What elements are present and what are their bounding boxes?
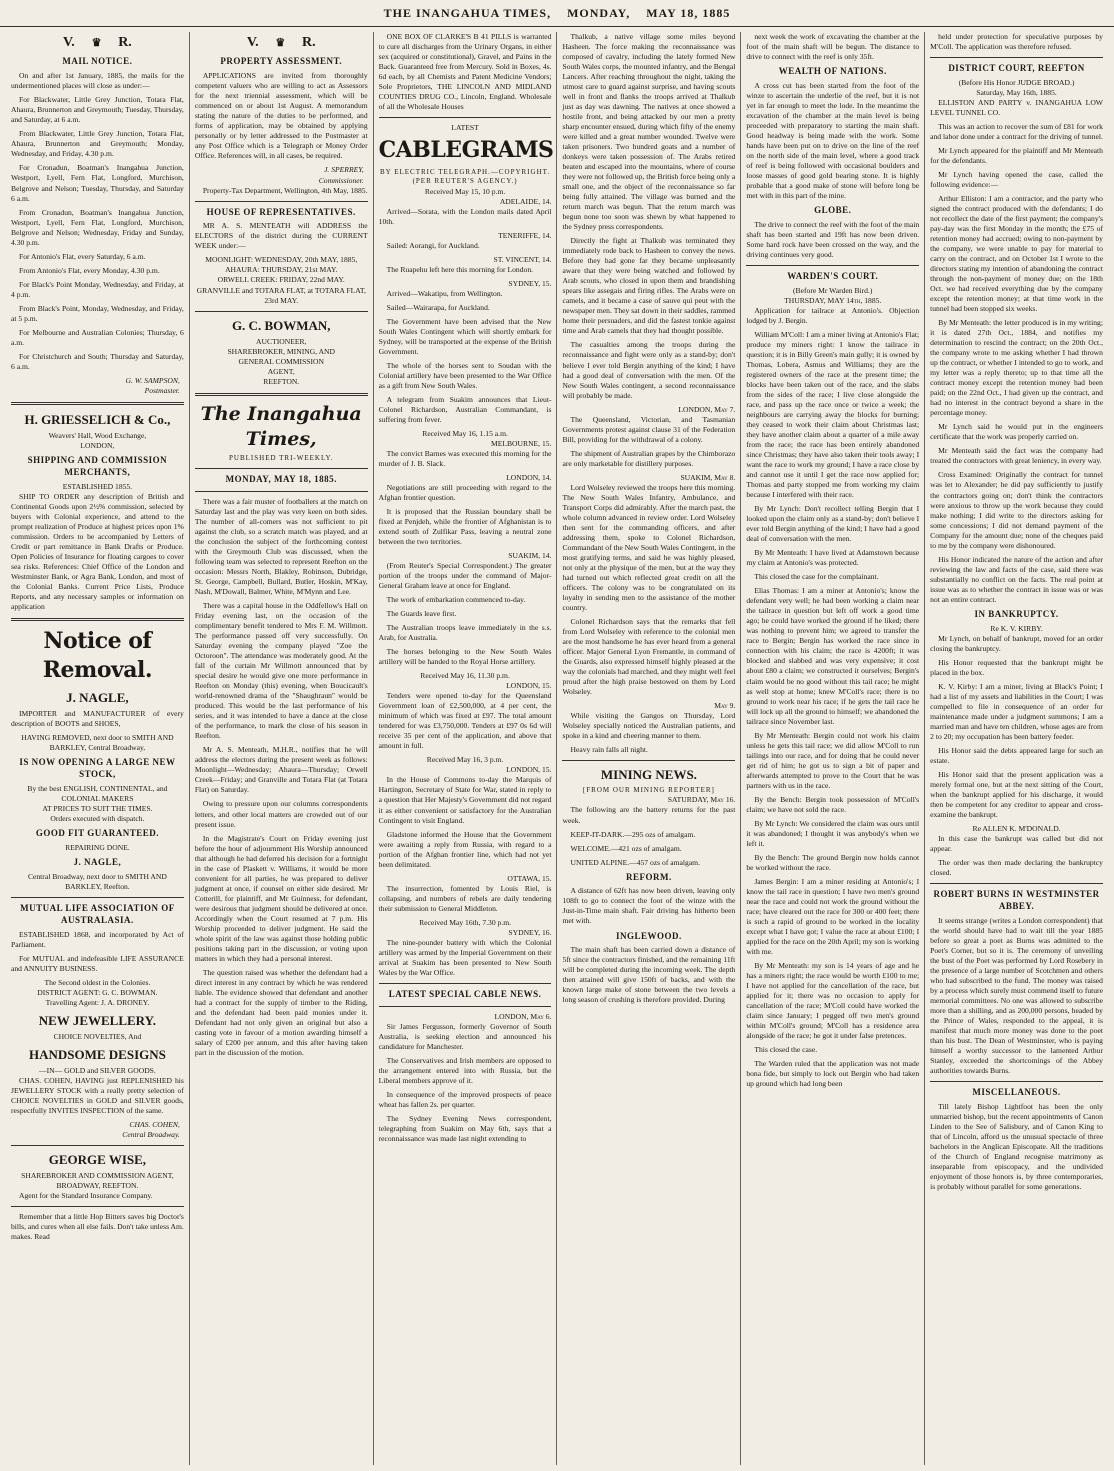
mail-notice-text: For Melbourne and Australian Colonies; Thursday, 6 a.m. xyxy=(11,327,184,347)
burns-title: ROBERT BURNS IN WESTMINSTER ABBEY. xyxy=(933,888,1100,911)
divider xyxy=(11,1206,184,1207)
court-paragraph: By Mr Menteath: I have lived at Adamstown because my claim at Antonio's was protected. xyxy=(746,548,920,568)
court-paragraph: Mr Lynch appeared for the plaintiff and Mr Menteath for the defendants. xyxy=(930,146,1103,166)
article-paragraph: A distance of 62ft has now been driven, leaving only 108ft to go to connect the foot of the winze with the Just-in-Time main shaft. Fair driving has hitherto been met with. xyxy=(562,886,736,926)
hop-bitters-ad: Remember that a little Hop Bitters saves big Doctor's bills, and cures when all else fails. Don't take unless Am. makes. Read xyxy=(11,1212,184,1242)
mining-news-subtitle: [FROM OUR MINING REPORTER] xyxy=(582,786,715,795)
court-paragraph: By Mr Lynch: Don't recollect telling Bergin that I looked upon the claim only as a stand-by; don't believe I ever told Bergin anything of the kind; I have had a good deal of conversation with the men. xyxy=(746,504,920,544)
cable-item: The Ruapehu left here this morning for London. xyxy=(386,264,534,274)
court-paragraph: This closed the case for the complainant. xyxy=(754,572,879,582)
nagle-signature: J. NAGLE, xyxy=(73,856,122,867)
signature: G. W. SAMPSON, xyxy=(125,375,180,385)
column-3 xyxy=(374,32,558,1465)
district-court-title: DISTRICT COURT, REEFTON xyxy=(948,63,1085,74)
crest-letter-left: V. xyxy=(63,35,75,50)
editorial-paragraph: There was a capital house in the Oddfellow's Hall on Friday evening last, on the occasion of the complimentary benefit tendered to Mrs F. M. Willmott. The performance passed off very successfully. On Saturday evening the company played "Zoe the Octoroon". The attendance was moderately good. At the fall of the curtain Mr Willmott announced that by special desire he would give one more performance in Reefton on Monday (this) evening, when Boucicault's world-renowned drama of the "Shaughraun" would be produced. This would be the last performance of his series, and it was intended to have a dance at the close of the performance, to mark the close of his season in Reefton. xyxy=(194,601,368,741)
cable-item: The nine-pounder battery with which the Colonial artillery was armed by the Imperial Government on their arrival at Suakim has been presented to New South Wales by the War Office. xyxy=(378,937,552,977)
cable-item: The work of embarkation commenced to-day. xyxy=(386,595,526,605)
nagle-text: HAVING REMOVED, next door to SMITH AND BARKLEY, Central Broadway, xyxy=(21,733,174,753)
masthead xyxy=(0,0,1114,27)
section-heading: INGLEWOOD. xyxy=(616,930,682,941)
court-paragraph: James Bergin: I am a miner residing at Antonio's; I know the tail race in question; I have two men's ground near the race and could not work the ground without the race; have cleared out the race for 300 or 400 feet; there is such a rapid of ground to be worked in the locality except what I have got; I value the race at about £100; I applied for the race on the 20th April; my son is working with me. xyxy=(746,876,920,956)
cable-item: The whole of the horses sent to Soudan with the Colonial artillery have been presented to the War Office as a gift from New South Wales. xyxy=(378,360,552,390)
cohen-signature: CHAS. COHEN, xyxy=(129,1120,180,1130)
divider xyxy=(11,618,184,621)
cable-item: In consequence of the improved prospects of peace wheat has fallen 2s. per quarter. xyxy=(378,1089,552,1109)
divider xyxy=(379,1006,552,1007)
cable-latest: LATEST xyxy=(451,123,479,133)
jewellery-subtitle: CHOICE NOVELTIES, And xyxy=(53,1031,142,1041)
cable-item: The Australian troops leave immediately in the s.s. Arab, for Australia. xyxy=(378,623,552,643)
issue-day: MONDAY, xyxy=(567,6,631,20)
article-paragraph: The Queensland, Victorian, and Tasmanian Governments protest against clause 31 of the Federation Bill, providing for the withdrawal of a colony. xyxy=(562,414,736,444)
crest-letter-right: R. xyxy=(302,35,316,50)
nagle-address: Central Broadway, next door to SMITH AND BARKLEY, Reefton. xyxy=(27,871,167,891)
wardens-court-date: THURSDAY, MAY 14th, 1885. xyxy=(784,295,882,305)
divider xyxy=(930,57,1103,58)
griesselich-subtitle: SHIPPING AND COMMISSION MERCHANTS, xyxy=(27,454,168,477)
column-1 xyxy=(6,32,190,1465)
editorial-paragraph: The question raised was whether the defendant had a direct interest in any contract by which he was rendered liable. The evidence showed that defendant and another had a contract for the supply of timber to the Riding, and the defendant had been paid monies under it. Defendant had not only given an original but also a casting vote in favour of a motion awarding himself a salary of £200 per annum, and this after having taken part in the discussion of the motion. xyxy=(194,967,368,1057)
griesselich-body: SHIP TO ORDER any description of British and Continental Goods upon 2½% commission, selected by buyers with Colonial experience, and attend to the prompt realization of Produce at highest prices upon 1% commission. Orders to be accompanied by Letters of Credit or part remittance in Bank Drafts or Produce. Open Policies of Insurance for floating cargoes to cover sea risks. References: Chief Office of the London and Westminster Bank, or Agra Bank, London, and most of the Colonial Banks. Current Price Lists, Produce Reports, and any necessary samples or information on application xyxy=(11,491,184,611)
mail-notice-text: From Black's Point, Monday, Wednesday, and Friday, at 5 p.m. xyxy=(11,303,184,323)
bowman-line: SHAREBROKER, MINING, AND xyxy=(227,346,336,356)
court-paragraph: held under protection for speculative purposes by M'Coll. The application was therefore refused. xyxy=(930,32,1103,52)
miscellaneous-title: MISCELLANEOUS. xyxy=(972,1086,1061,1097)
received-time: Received May 16, 1.15 a.m. xyxy=(422,428,508,438)
bowman-line: AGENT, xyxy=(267,366,295,376)
article-paragraph: The drive to connect the reef with the foot of the main shaft has been started and 19ft has now been driven. Some hard rock have been crossed on the way, and the driving continues very good. xyxy=(746,219,920,260)
divider xyxy=(379,117,552,118)
bowman-line: GENERAL COMMISSION xyxy=(238,356,325,366)
griesselich-established: ESTABLISHED 1855. xyxy=(62,481,133,491)
section-heading: GLOBE. xyxy=(814,205,852,216)
divider xyxy=(379,983,552,984)
dateline: LONDON, May 7. xyxy=(678,404,736,414)
dateline: SUAKIM, 14. xyxy=(508,551,552,561)
article-paragraph: The main shaft has been carried down a distance of 5ft since the contractors finished, and the remaining 11ft will be completed during the incoming week. The depth then attained will give 150ft of backs, and with the known large make of stone between the two levels a long season of crushing is therefore provided. During xyxy=(562,945,736,1005)
court-paragraph: Arthur Elliston: I am a contractor, and the party who signed the contract produced with the defendants; I do not recollect the date of the first payment; the company's pay-day was the first Monday in the month; the £75 of retention money had accrued; owing to non-payment by the company, we were unable to pay for material to carry on the contract, and on October 1st I wrote to the directors stating my intention of abandoning the contract through the non-payment of money due; on the 18th Oct. we had received everything due by the company except the retention money; at that time work in the tunnel had been stopped six weeks. xyxy=(930,194,1103,314)
divider xyxy=(11,897,184,898)
signature-title: Postmaster. xyxy=(144,385,180,395)
cable-item: Sir James Fergusson, formerly Governor of South Australia, is seeking election and announced his candidature for Manchester. xyxy=(378,1021,552,1051)
court-paragraph: Mr Menteath said the fact was the company had treated the contractors with great leniency, in every way. xyxy=(930,446,1103,466)
property-title: PROPERTY ASSESSMENT. xyxy=(220,56,343,67)
dateline: May 9. xyxy=(714,701,736,710)
mutual-text: For MUTUAL and indefeasible LIFE ASSURANCE and ANNUITY BUSINESS. xyxy=(11,953,184,973)
court-paragraph: By the Bench: Bergin took possession of M'Coll's claim; we have not sold the race. xyxy=(746,794,920,814)
court-paragraph: By Mr Menteath: my son is 14 years of age and he has a miners right; the race would be worth £100 to me; I have not applied for the cancellation of the race, but applied for it; there was no occasion to apply for cancellation of the race; M'Coll could have worked the claim since January; I pegged off two men's ground within M'Coll's ground; M'Coll has a residence area alongside of the race; he got it under false pretences. xyxy=(746,960,920,1041)
divider xyxy=(195,201,368,202)
column-2 xyxy=(190,32,374,1465)
court-paragraph: The order was then made declaring the bankruptcy closed. xyxy=(930,857,1103,877)
cable-item: The Government have been advised that the New South Wales Contingent which will shortly embark for Sydney, will be transported at the expense of the British Government. xyxy=(378,316,552,356)
griesselich-title: H. GRIESSELICH & Co., xyxy=(24,411,171,427)
paper-nameplate: The Inangahua Times, xyxy=(200,402,362,450)
mining-news-title: MINING NEWS. xyxy=(600,767,697,783)
jewellery-subtitle: HANDSOME DESIGNS xyxy=(28,1046,166,1062)
article-paragraph: Directly the fight at Thalkub was terminated they immediately rode back to Hasheen to convey the news. Before they had gone far they became unpleasantly aware that they were being watched and followed by Arab scouts, who closed in upon them and brandishing spears like assegais and firing rifles. The Arabs were on camels, and it became a case of sauve qui peut with the newspaper men. They sat down in their saddles, rammed home their persuaders, and did the fastest tonkie against time and Arab camels that they had thought possible. xyxy=(562,236,736,336)
court-paragraph: K. V. Kirby: I am a miner, living at Black's Point; I had a list of my assets and liabilities in the Court; I was compelled to file in consequence of an order for maintenance made under a judgment summons; I am a married man and have ten children, whose ages are from 2 to 20; my occupation has been battery feeder. xyxy=(930,681,1103,741)
reps-line: MOONLIGHT: WEDNESDAY, 20th MAY, 1885, xyxy=(205,255,358,265)
cohen-address: Central Broadway. xyxy=(122,1130,180,1140)
griesselich-address: Weavers' Hall, Wood Exchange, xyxy=(48,430,147,440)
received-time: Received May 15, 10 p.m. xyxy=(424,186,506,196)
wardens-court-subtitle: (Before Mr Warden Bird.) xyxy=(793,285,873,295)
nagle-text: AT PRICES TO SUIT THE TIMES. xyxy=(42,803,153,813)
mutual-text: ESTABLISHED 1868, and incorporated by Act of Parliament. xyxy=(11,929,184,949)
page-columns xyxy=(6,32,1108,1465)
court-paragraph: Mr Lynch having opened the case, called the following evidence:— xyxy=(930,170,1103,190)
cable-item: In the House of Commons to-day the Marquis of Hartington, Secretary of State for War, stated in reply to a question that Her Majesty's Government did not regard it as either convenient or satisfactory for the Australian Contingent to visit England. xyxy=(378,775,552,825)
dateline: TENERIFFE, 14. xyxy=(498,230,552,240)
mail-notice-text: From Blackwater, Little Grey Junction, Totara Flat, Ahaura, Brunnerton and Greymouth; Monday, Wednesday, and Friday, 4.30 p.m. xyxy=(11,129,184,159)
editorial-paragraph: Owing to pressure upon our columns correspondents letters, and other local matters are crowded out of our present issue. xyxy=(194,799,368,829)
article-paragraph: Thalkub, a native village some miles beyond Hasheen. The force making the reconnaissance was composed of cavalry, including the lately formed New South Wales corps, the mounted infantry, and the Bengal Lancers. After reaching throughout the night, taking the utmost care to guard against surprise, and having scouts well in front and flanks the troops arrived at Thalkub just as day was dawning. The natives at once showed a hostile front, and being attacked by our men a pretty sharp encounter ensued, during which fifty of the enemy were killed and a great number wounded. Twelve were taken prisoners. Two hundred goats and a number of donkeys were taken possession of. The Arabs retired beaten and escaped into the mountains, where of course they were not followed up, the British force being only a small one, and the object of the reconnaissance so far being fully attained. The village was burned and the return march was begun. That the return march was begun none too soon was shewn by what happened to the Sydney press correspondents. xyxy=(562,32,736,232)
article-paragraph: Till lately Bishop Lightfoot has been the only unmarried bishop, but the recent appointments of Canon Linden to the See of Salisbury, and of Canon King to that of Lincoln, afford us the unusual spectacle of three bachelors in the Anglican Episcopate. All the traditions of the Church of England recognise matrimony as inseparable from episcopacy, and the undivided enjoyment of those honors is, by three contemporaries, is probably without parallel for some generations. xyxy=(930,1101,1103,1191)
nagle-text: IS NOW OPENING A LARGE NEW STOCK, xyxy=(19,757,176,780)
dateline: SYDNEY, 15. xyxy=(508,278,552,288)
dateline: SATURDAY, May 16. xyxy=(667,795,736,805)
court-paragraph: His Honor said that the present application was a merely formal one, but at the next sitting of the Court, when the bankrupt applied for his discharge, it would then be competent for any creditor to appear and cross-examine the bankrupt. xyxy=(930,769,1103,819)
jewellery-title: NEW JEWELLERY. xyxy=(38,1012,157,1028)
article-paragraph: Heavy rain falls all night. xyxy=(570,745,648,755)
crest-letter-right: R. xyxy=(118,35,132,50)
mail-notice-text: For Christchurch and South; Thursday and Saturday, 6 a.m. xyxy=(11,351,184,371)
cable-item: It is proposed that the Russian boundary shall be fixed at Penjdeh, while the frontier of Afghanistan is to extend south of Zulfikar Pass, leaving a neutral zone between the two territories. xyxy=(378,507,552,547)
dateline: LONDON, May 6. xyxy=(494,1011,552,1021)
dateline: LONDON, 15. xyxy=(506,765,552,775)
court-paragraph: William M'Coll: I am a miner living at Antonio's Flat; produce my miners right: I know the tailrace in question; it is in Billy Green's main gully; it is owned by Thomas, Lobera, Asmus and Williams; they are the registered owners of the race at the present time; the blocks have been taken out of the race, and the slabs from the sides of the race; I live close alongside the race, and pass up the race once or twice a week; the neighbours are carrying away the blocks for burning; they ceased to work their claim about Christmas last; they have another claim about a quarter of a mile away from the race; the race has been entirely abandoned since Christmas; they have also taken their tools away; I want the race to work my ground; I have a race close by and cannot use it until I get the race now applied for; Thomas and party stopped me from working my claim because I interfered with their race. xyxy=(746,329,920,500)
article-paragraph: The following are the battery returns for the past week. xyxy=(562,805,736,825)
cable-item: Gladstone informed the House that the Government were awaiting a reply from Russia, with regard to a portion of the Afghan frontier line, which had not yet been delimitated. xyxy=(378,829,552,869)
divider xyxy=(930,883,1103,884)
cablegrams-subtitle: BY ELECTRIC TELEGRAPH.—COPYRIGHT. xyxy=(379,168,551,177)
bowman-line: REEFTON. xyxy=(263,376,300,386)
article-paragraph: While visiting the Gangos on Thursday, Lord Wolseley specially noticed the Australian patients, and spoke in a kind and cheering manner to them. xyxy=(562,711,736,741)
reps-title: HOUSE OF REPRESENTATIVES. xyxy=(206,206,356,217)
cable-item: The Sydney Evening News correspondent, telegraphing from Suakim on May 6th, says that a reconnaissance was made last night extending to xyxy=(378,1113,552,1143)
cablegrams-agency: (PER REUTER'S AGENCY.) xyxy=(412,177,518,186)
column-5 xyxy=(741,32,925,1465)
divider xyxy=(562,760,735,761)
wardens-court-title: WARDEN'S COURT. xyxy=(787,271,879,282)
royal-crest xyxy=(11,34,184,52)
crest-letter-left: V. xyxy=(246,35,259,50)
court-paragraph: His Honor requested that the bankrupt might be placed in the box. xyxy=(930,657,1103,677)
newspaper-title: THE INANGAHUA TIMES, xyxy=(383,6,552,20)
nagle-title: J. NAGLE, xyxy=(66,689,129,705)
cable-item: The Conservatives and Irish members are opposed to the arrangement entered into with Russia, but the Liberal members approve of it. xyxy=(378,1055,552,1085)
divider xyxy=(195,311,368,312)
divider xyxy=(11,1145,184,1146)
dateline: LONDON, 14. xyxy=(506,473,552,483)
divider xyxy=(195,491,368,492)
reps-line: AHAURA: THURSDAY, 21st MAY. xyxy=(225,265,338,275)
cable-item: Sailed—Wairarapa, for Auckland. xyxy=(386,302,490,312)
special-cable-title: LATEST SPECIAL CABLE NEWS. xyxy=(388,988,542,999)
mail-notice-text: On and after 1st January, 1885, the mails for the undermentioned places will close as under:— xyxy=(11,71,184,91)
court-paragraph: ELLISTON AND PARTY v. INANGAHUA LOW LEVEL TUNNEL CO. xyxy=(930,97,1103,117)
nagle-text: GOOD FIT GUARANTEED. xyxy=(35,828,159,839)
wise-address: BROADWAY, REEFTON. xyxy=(56,1181,139,1191)
court-paragraph: Application for tailrace at Antonio's. Objection lodged by J. Bergin. xyxy=(746,305,920,325)
coat-of-arms-icon: ♛ xyxy=(275,37,286,49)
received-time: Received May 16, 11.30 p.m. xyxy=(420,671,510,681)
wise-subtitle: SHAREBROKER AND COMMISSION AGENT, xyxy=(21,1171,174,1181)
article-paragraph: Colonel Richardson says that the remarks that fell from Lord Wolseley with reference to the colonial men are the most handsome he has ever heard from a general officer. Major General Lyon Fremantle, in command of the Guards, also expressed himself highly pleased at the way the colonials had marched, and they might well feel proud after the high praise bestowed on them by Lord Wolseley. xyxy=(562,616,736,696)
bowman-title: G. C. BOWMAN, xyxy=(231,317,331,333)
article-paragraph: The shipment of Australian grapes by the Chimborazo are only marketable for distillery purposes. xyxy=(562,448,736,468)
court-paragraph: Cross Examined: Originally the contract for tunnel was let to Alexander; he did pay sufficiently to justify the contractors going on; don't think the contractors were anxious to throw up the work because they could make nothing; I did write to the directors asking for some concessions; I did not demand payment of the Company for the amount due; none of the cheques paid to me by the company were dishonoured. xyxy=(930,470,1103,550)
cable-item: Arrived—Sorata, with the London mails dated April 10th. xyxy=(378,206,552,226)
received-time: Received May 16th, 7.30 p.m. xyxy=(419,917,512,927)
divider xyxy=(11,402,184,405)
section-heading: REFORM. xyxy=(626,871,672,882)
mutual-text: The Second oldest in the Colonies. xyxy=(44,977,151,987)
mail-notice-text: From Cronadun, Boatman's Inangahua Junction, Westport, Lyell, Fern Flat, Longford, Murchison, Belgrove and Nelson; Wednesday, Friday and Sunday, 4.30 p.m. xyxy=(11,207,184,247)
court-paragraph: By the Bench: The ground Bergin now holds cannot be worked without the race. xyxy=(746,852,920,872)
article-paragraph: Lord Wolseley reviewed the troops here this morning. The New South Wales Infantry, Ambulance, and Transport Corps did admirably. After the march past, the whole column advanced in review order. Lord Wolseley then sent for the commanding officers, and after addressing them, spoke to Colonel Richardson, Commandant of the New South Wales Contingent, in the most gratifying terms, and said he was highly pleased, not only at the physique of the men, but at the way they had turned out which reflected great credit on all the officers. The colony was to be congratulated on its loyalty in sending men to the assistance of the mother country. xyxy=(562,482,736,612)
cable-item: A telegram from Suakim announces that Lieut-Colonel Richardson, Australian Commandant, is suffering from fever. xyxy=(378,394,552,424)
cable-item: The Guards leave first. xyxy=(386,609,457,619)
issue-date: MAY 18, 1885 xyxy=(646,6,731,20)
court-paragraph: This was an action to recover the sum of £81 for work and labor done under a contract for the driving of tunnel. xyxy=(930,121,1103,141)
cable-item: The convict Barnes was executed this morning for the murder of J. B. Slack. xyxy=(378,449,552,469)
dateline: OTTAWA, 15. xyxy=(507,873,552,883)
editorial-paragraph: Mr A. S. Menteath, M.H.R., notifies that he will address the electors during the present week as follows: Moonlight—Wednesday; Ahaura—Thursday; Orwell Creek—Friday; and Granville and Totara Flat (at Totara Flat) on Saturday. xyxy=(194,745,368,795)
paper-subtitle: PUBLISHED TRI-WEEKLY. xyxy=(229,453,334,462)
battery-return: WELCOME.—421 ozs of amalgam. xyxy=(570,843,682,853)
mail-notice-text: From Antonio's Flat, every Monday, 4.30 p.m. xyxy=(19,265,160,275)
mutual-agent: DISTRICT AGENT: G. C. BOWMAN. xyxy=(37,987,158,997)
dateline: MELBOURNE, 15. xyxy=(490,438,552,448)
paper-date: MONDAY, MAY 18, 1885. xyxy=(225,474,337,485)
griesselich-city: LONDON, xyxy=(80,440,115,450)
court-paragraph: This closed the case. xyxy=(754,1045,818,1055)
court-paragraph: In this case the bankrupt was called but did not appear. xyxy=(930,833,1103,853)
bowman-line: AUCTIONEER, xyxy=(256,336,307,346)
battery-return: UNITED ALPINE.—457 ozs of amalgam. xyxy=(570,857,700,867)
removal-title: Notice of Removal. xyxy=(42,627,153,683)
district-court-date: Saturday, May 16th, 1885. xyxy=(976,87,1057,97)
court-paragraph: Mr Lynch said he would put in the engineers certificate that the work was properly carried on. xyxy=(930,422,1103,442)
court-paragraph: His Honor indicated the nature of the action and after reviewing the law and facts of the case, said there was substantially no conflict on the facts. The real point at issue was as to whether the contract in issue was or was not an entire contract. xyxy=(930,554,1103,604)
article-paragraph: A cross cut has been started from the foot of the winze to ascertain the underlie of the reef, but it is not yet in far enough to meet the lode. In the meantime the excavation of the chamber at the main level is being proceeded with preparatory to starting the main shaft. Good headway is being made with the work. Some hands have been put on to drive on the line of the reef on the north side of the main level, where a good track of reef is being followed with occasional boulders and loose masses of good gold bearing stone. It is highly probable that a good make of stone will before long be met with in this part of the mine. xyxy=(746,80,920,201)
court-paragraph: By Mr Lynch: We considered the claim was ours until it was abandoned; I thought it was anybody's when we left it. xyxy=(746,818,920,848)
court-paragraph: By Mr Menteath: the letter produced is in my writing; it is dated 27th Oct., 1884, and notifies my determination to rescind the contract; on the 20th Oct., the company wrote to me asking whether I had thrown up the contract, or whether I intended to go to work, and my letter was a reply thereto; up to that time all the contract money except the retention money had been paid; on the 22nd Oct., I had given up the contract, and had no interest in the contract beyond a share in the percentage money. xyxy=(930,318,1103,418)
court-paragraph: The Warden ruled that the application was not made bona fide, but simply to lock out Bergin who had taken up ground which had long been xyxy=(746,1059,920,1089)
mail-notice-title: MAIL NOTICE. xyxy=(62,56,133,67)
cable-item: Sailed: Aorangi, for Auckland. xyxy=(386,240,480,250)
article-paragraph: next week the work of excavating the chamber at the foot of the main shaft will be begun. The distance to drive to connect with the reef is only 35ft. xyxy=(746,32,920,62)
court-paragraph: Mr Lynch, on behalf of bankrupt, moved for an order closing the bankruptcy. xyxy=(930,633,1103,653)
column-4 xyxy=(557,32,741,1465)
jewellery-subtitle: —IN— GOLD and SILVER GOODS. xyxy=(39,1066,156,1075)
mail-notice-text: For Black's Point Monday, Wednesday, and Friday, at 4 p.m. xyxy=(11,279,184,299)
dateline: ST. VINCENT, 14. xyxy=(493,254,552,264)
cable-item: The horses belonging to the New South Wales artillery will be handed to the Royal Horse artillery. xyxy=(378,647,552,667)
article-paragraph: It seems strange (writes a London correspondent) that the world should have had to wait till the year 1885 before so great a poet as Burns was admitted to the Poet's Corner, but so it is. The ceremony of unveiling the bust of the Poet was performed by Lord Rosebery in the presence of a large number of Scotchmen and others who had subscribed to the fund. The money was raised by a process which surely must commend itself to future memorial committees. No one was allowed to subscribe more than a shilling, and as 200,000 persons, headed by the Prince of Wales, responded to the appeal, it is manifest that much more money was done to the poet than his bust. The Dean of Westminster, who is paying himself a worthy successor to the lamented Arthur Stanley, exceeded the shortcomings of the Abbey authorities towards Burns. xyxy=(930,915,1103,1075)
wise-agent: Agent for the Standard Insurance Company. xyxy=(19,1191,153,1201)
reps-text: MR A. S. MENTEATH will ADDRESS the ELECTORS of the district during the CURRENT WEEK under:— xyxy=(194,221,368,251)
section-heading: WEALTH OF NATIONS. xyxy=(778,66,887,77)
cable-item: (From Reuter's Special Correspondent.) The greater portion of the troops under the command of Major-General Graham leave at once for England. xyxy=(378,561,552,591)
cable-item: The insurrection, fomented by Louis Riel, is collapsing, and numbers of rebels are daily tendering their submission to General Middleton. xyxy=(378,883,552,913)
royal-crest xyxy=(195,34,368,52)
reps-line: GRANVILLE and TOTARA FLAT, at TOTARA FLAT, 23rd MAY. xyxy=(196,285,366,305)
cable-item: Arrived—Wakatipu, from Wellington. xyxy=(386,288,503,298)
column-6 xyxy=(925,32,1108,1465)
nagle-text: By the best ENGLISH, CONTINENTAL, and COLONIAL MAKERS xyxy=(27,783,168,803)
district-court-subtitle: (Before His Honor JUDGE BROAD.) xyxy=(958,77,1075,87)
divider xyxy=(930,1081,1103,1082)
court-paragraph: His Honor said the debts appeared large for such an estate. xyxy=(930,745,1103,765)
dateline: LONDON, 15. xyxy=(506,681,552,691)
cable-item: Negotiations are still proceeding with regard to the Afghan frontier question. xyxy=(378,483,552,503)
dateline: SYDNEY, 16. xyxy=(508,927,552,937)
property-department: Property-Tax Department, Wellington, 4th May, 1885. xyxy=(202,185,368,195)
dateline: ADELAIDE, 14. xyxy=(499,196,552,206)
nagle-text: Orders executed with dispatch. xyxy=(50,814,145,823)
court-paragraph: By Mr Menteath: Bergin could not work his claim unless he gets this tail race; we did allow M'Coll to run tailings into our race, and for doing that he could never get rid of him; he got us to sign a bit of paper and afterwards attempted to prove to the Court that he was partners with us in the race. xyxy=(746,730,920,790)
nagle-text: REPAIRING DONE. xyxy=(65,842,130,852)
divider xyxy=(746,265,919,266)
property-signature-title: Commissioner. xyxy=(318,175,364,185)
bankruptcy-title: IN BANKRUPTCY. xyxy=(974,608,1059,619)
dateline: SUAKIM, May 8. xyxy=(680,472,736,482)
mail-notice-text: For Blackwater, Little Grey Junction, Totara Flat, Ahaura, Brunnerton and Greymouth; Tuesday, Thursday, and Saturday, at 6 a.m. xyxy=(11,95,184,125)
editorial-paragraph: There was a fair muster of footballers at the match on Saturday last and the play was very keen on both sides. The number of all-comers was not sufficient to pit against the club, so a scratch match was played, and at the conclusion the subject of the forthcoming contest with the Greymouth Club was discussed, when the following team was selected to represent Reefton on the occasion: Messrs North, Blakley, Robinson, Dubridge, St. George, Campbell, Bullard, Butler, Hoskin, M'Kay, Nash, M'Dowall, Balmer, White, M'Mynn and Lee. xyxy=(194,497,368,597)
article-paragraph: The casualties among the troops during the reconnaissance and fight were only as a stand-by; don't believe I ever told Bergin anything of the kind; I have had a good deal of conversation with the men. Of the New South Wales contingent, a second reconnaissance will probably be made. xyxy=(562,340,736,400)
wise-title: GEORGE WISE, xyxy=(48,1152,147,1168)
cable-item: Tenders were opened to-day for the Queensland Government loan of £2,500,000, at 4 per cent, the minimum of which was fixed at £97. The total amount tendered for was £3,750,000. Tenders at £97 0s 6d will receive 35 per cent of the application, and above that amount in full. xyxy=(378,691,552,751)
bankruptcy-case: Re K. V. KIRBY. xyxy=(990,623,1043,633)
mutual-title: MUTUAL LIFE ASSOCIATION OF AUSTRALASIA. xyxy=(20,902,175,925)
cohen-text: CHAS. COHEN, HAVING just REPLENISHED his JEWELLERY STOCK with a really pretty selection of CHOICE NOVELTIES in GOLD and SILVER goods, respectfully INVITES INSPECTION of the same. xyxy=(11,1076,184,1116)
received-time: Received May 16, 3 p.m. xyxy=(426,755,504,765)
property-text: APPLICATIONS are invited from thoroughly competent valuers who are willing to act as Assessors for the next triennial assessment, which will be commenced on or about 1st August. A memorandum stating the nature of the duties to be performed, and forms of application, may be obtained by applying personally or by letter addressed to the Postmaster at any Post Office which is a Telegraph or Money Order Office. References will, in all cases, be required. xyxy=(194,71,368,161)
court-paragraph: Elias Thomas: I am a miner at Antonio's; know the defendant very well; he had been working a claim near the tailrace in question but left off work a good time ago; he could have worked the ground if he liked; there was nothing to prevent him; we agreed to transfer the race to Bergin; Bergin has worked the race since in connection with his claim; the race is 4200ft; it was blocked and slabbed and was very expensive; it cost about £80 a claim; we constructed it ourselves; Bergin's claim would be no good without this tail race; he might as well stop at home; knew M'Coll's race; there is no ground to work near his race; if he gets the tail race he will lock up all the ground to himself; we abandoned the tailrace since November last. xyxy=(746,586,920,726)
nagle-text: IMPORTER and MANUFACTURER of every description of BOOTS and SHOES, xyxy=(11,709,184,729)
cablegrams-title: CABLEGRAMS xyxy=(378,137,554,164)
mutual-agent: Travelling Agent: J. A. DRONEY. xyxy=(45,997,150,1007)
mail-notice-text: For Antonio's Flat, every Saturday, 6 a.m. xyxy=(19,251,146,261)
battery-return: KEEP-IT-DARK.—295 ozs of amalgam. xyxy=(570,829,696,839)
bankruptcy-case: Re ALLEN K. M'DONALD. xyxy=(972,823,1061,833)
clarkes-pills-ad: ONE BOX OF CLARKE'S B 41 PILLS is warranted to cure all discharges from the Urinary Organs, in either sex (acquired or constitutional), Gravel, and Pains in the Back. Guaranteed free from Mercury. Sold in Boxes, 4s. 6d each, by all Chemists and Patent Medicine Vendors; Sole Proprietors, THE LINCOLN AND MIDLAND COUNTIES DRUG CO., Lincoln, England. Wholesale of all the Wholesale Houses xyxy=(378,32,552,112)
divider xyxy=(195,393,368,396)
editorial-paragraph: In the Magistrate's Court on Friday evening just before the hour of adjournment His Worship announced that although he had deferred his decision for a fortnight in the case of Plaskett v. Williams, it would be more convenient for all parties, he was prepared to deliver judgment at once, if counsel on either side desired. Mr Cotterill, for plaintiff, and Mr Guinness, for defendant, were desirous that judgment should be delivered at once. Accordingly when the Court resumed at 7 p.m. His Worship proceeded to deliver judgment. He said the whole spirit of the law was against those holding public positions taking part in the discussion, or voting upon matters in which they had a personal interest. xyxy=(194,833,368,963)
mail-notice-text: For Cronadun, Boatman's Inangahua Junction, Westport, Lyell, Fern Flat, Longford, Murchison, Belgrove and Nelson; Tuesday, Thursday, and Saturday 6 a.m. xyxy=(11,163,184,203)
divider xyxy=(195,468,368,469)
coat-of-arms-icon: ♛ xyxy=(91,37,102,49)
reps-line: ORWELL CREEK: FRIDAY, 22nd MAY. xyxy=(217,275,345,285)
property-signature: J. SPERREY, xyxy=(324,165,364,175)
